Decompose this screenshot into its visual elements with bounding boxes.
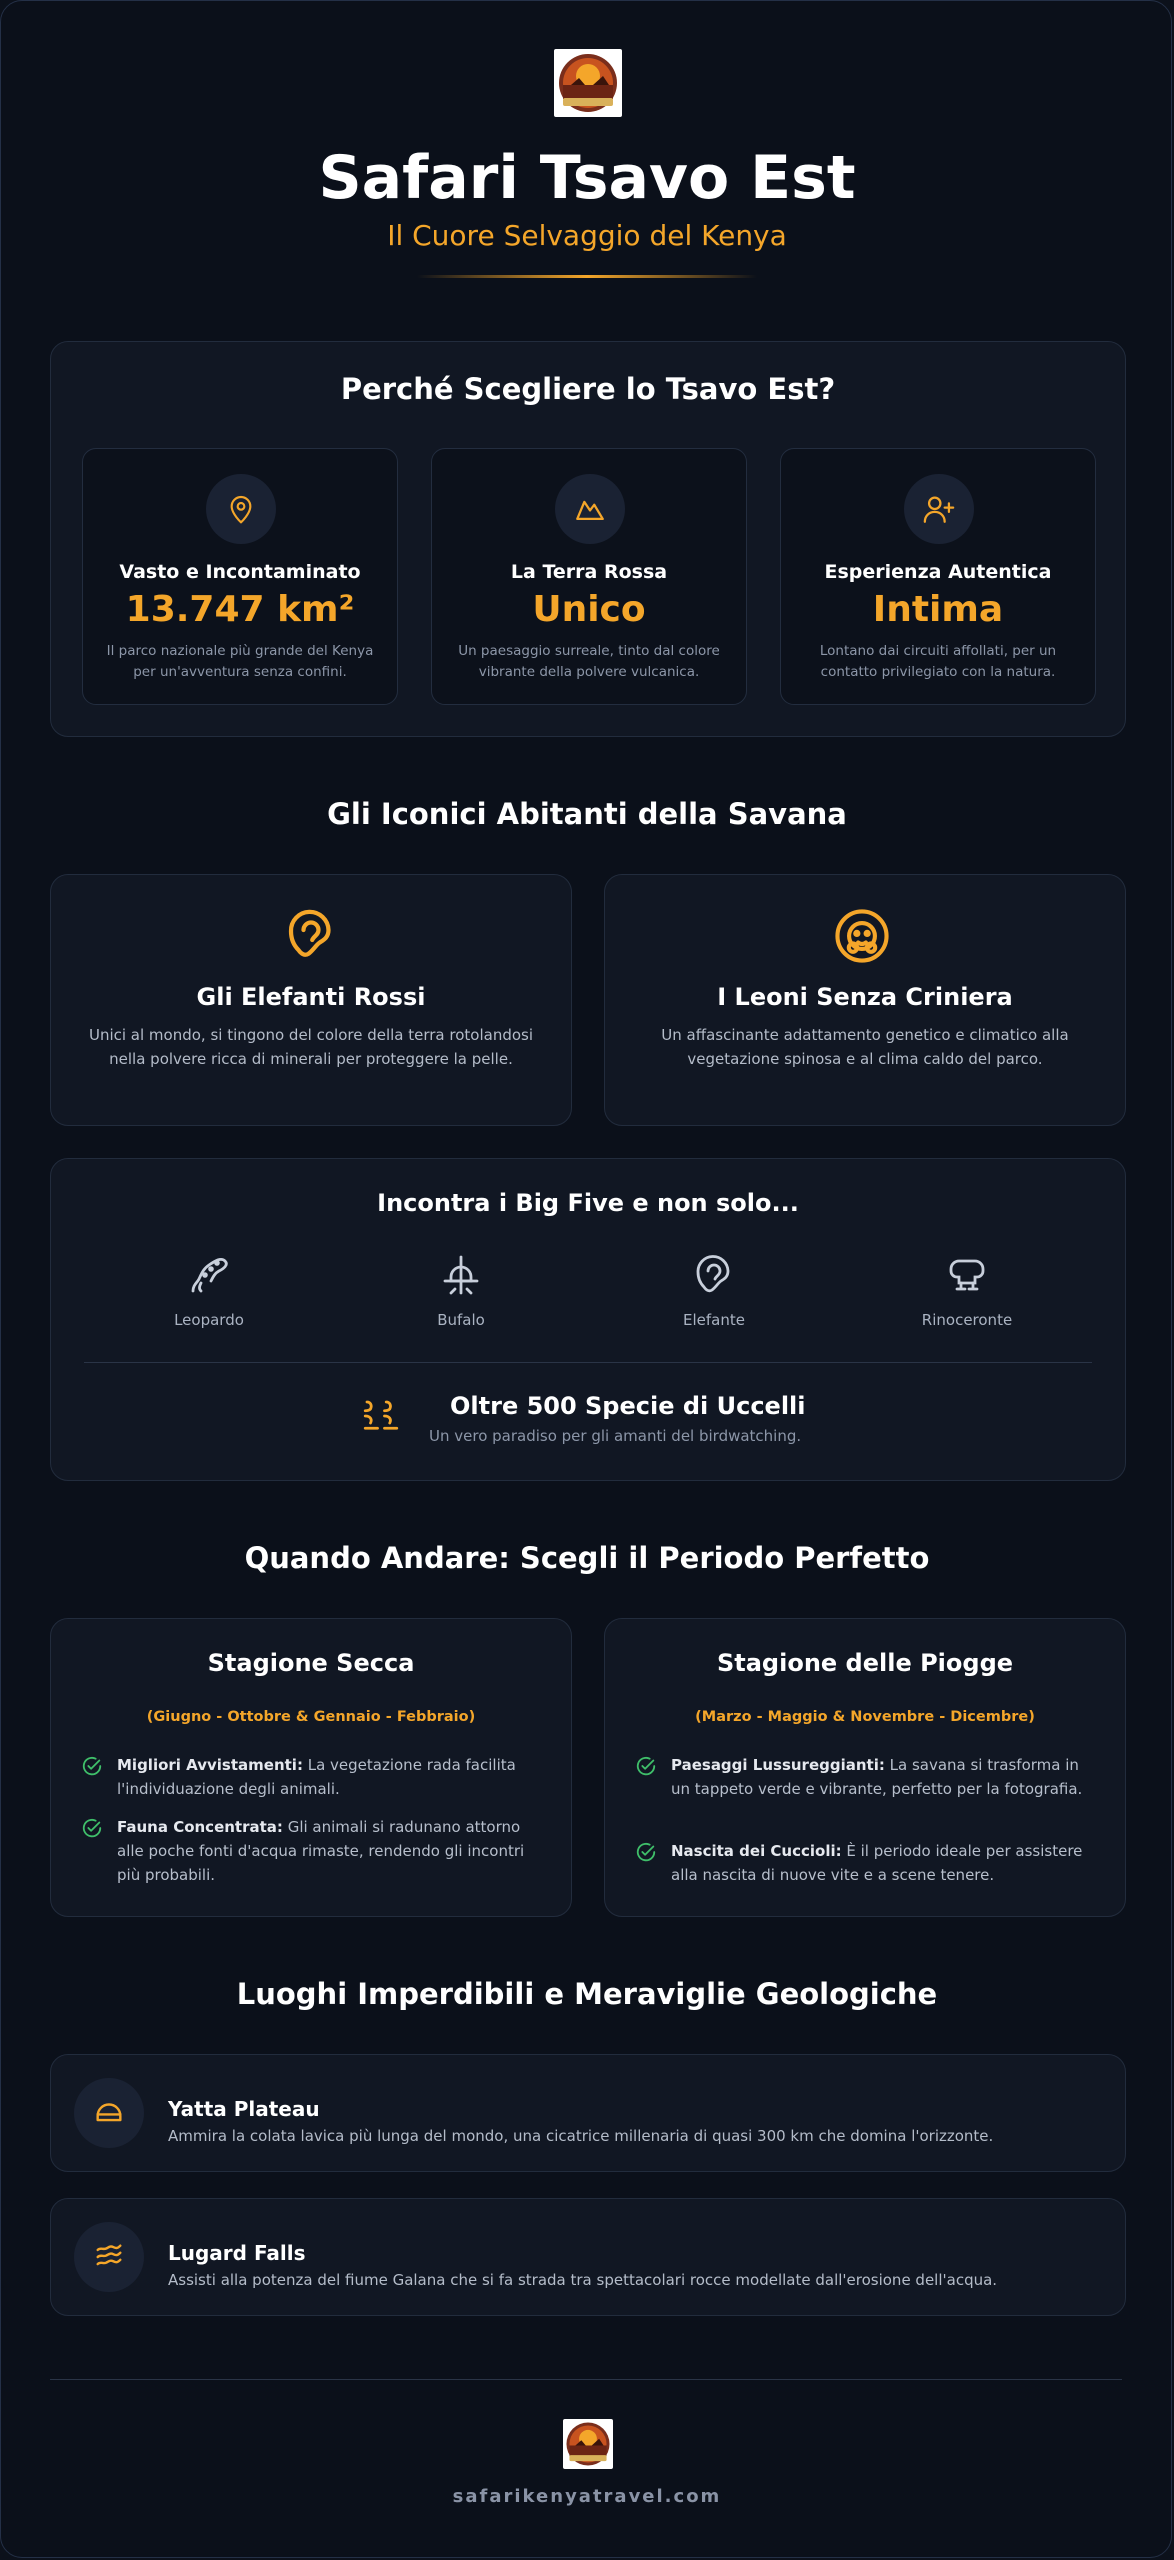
feature-title: Esperienza Autentica [824, 561, 1052, 583]
big-five-section [50, 1158, 1126, 1481]
mountain-icon [555, 474, 625, 544]
page-title: Safari Tsavo Est [318, 143, 856, 213]
birds-title: Oltre 500 Specie di Uccelli [450, 1392, 806, 1420]
waves-icon [74, 2222, 144, 2292]
birds-desc: Un vero paradiso per gli amanti del birdwatching. [429, 1427, 802, 1445]
animal-title: Gli Elefanti Rossi [196, 983, 426, 1011]
animal-card-elephants [50, 874, 572, 1126]
big-five-label: Bufalo [437, 1311, 485, 1329]
feature-card-terrain [431, 448, 747, 705]
check-circle-icon [635, 1841, 657, 1863]
logo-emblem-icon [557, 52, 619, 114]
footer-divider [50, 2379, 1122, 2380]
map-pin-icon [206, 474, 276, 544]
places-title: Luoghi Imperdibili e Meraviglie Geologiche [236, 1977, 938, 2011]
season-bullet: Nascita dei Cuccioli: È il periodo ideale per assistere alla nascita di nuove vite e a scene tenere. [635, 1839, 1097, 1887]
why-title: Perché Scegliere lo Tsavo Est? [340, 372, 836, 406]
season-bullet: Fauna Concentrata: Gli animali si radunano attorno alle poche fonti d'acqua rimaste, rendendo gli incontri più probabili. [81, 1815, 543, 1887]
big-five-label: Leopardo [174, 1311, 244, 1329]
check-circle-icon [81, 1817, 103, 1839]
plateau-icon [74, 2078, 144, 2148]
why-section [50, 341, 1126, 737]
footer-logo [563, 2419, 613, 2469]
feature-card-size [82, 448, 398, 705]
lion-icon [831, 905, 893, 971]
page-subtitle: Il Cuore Selvaggio del Kenya [387, 219, 787, 252]
season-title: Stagione Secca [207, 1649, 415, 1677]
check-circle-icon [81, 1755, 103, 1777]
big-five-divider [84, 1362, 1092, 1363]
check-circle-icon [635, 1755, 657, 1777]
logo [554, 49, 622, 117]
feature-title: Vasto e Incontaminato [119, 561, 361, 583]
ear-icon [276, 905, 346, 969]
feature-title: La Terra Rossa [510, 561, 668, 583]
feature-card-experience [780, 448, 1096, 705]
animal-title: I Leoni Senza Criniera [717, 983, 1013, 1011]
season-range: (Giugno - Ottobre & Gennaio - Febbraio) [146, 1709, 476, 1725]
logo-emblem-icon [565, 2421, 611, 2467]
buffalo-icon [437, 1251, 485, 1299]
user-plus-icon [904, 474, 974, 544]
big-five-label: Elefante [683, 1311, 745, 1329]
season-bullet: Paesaggi Lussureggianti: La savana si trasforma in un tappeto verde e vibrante, perfetto per la fotografia. [635, 1753, 1097, 1801]
rhino-icon [943, 1251, 991, 1299]
animal-desc: Unici al mondo, si tingono del colore della terra rotolandosi nella polvere ricca di minerali per proteggere la pelle. [88, 1026, 534, 1068]
season-range: (Marzo - Maggio & Novembre - Dicembre) [695, 1709, 1035, 1725]
when-title: Quando Andare: Scegli il Periodo Perfetto [244, 1541, 930, 1575]
place-desc: Assisti alla potenza del fiume Galana che si fa strada tra spettacolari rocce modellate dall'erosione dell'acqua. [168, 2271, 998, 2289]
big-five-label: Rinoceronte [921, 1311, 1013, 1329]
season-card-dry [50, 1618, 572, 1917]
season-bullet: Migliori Avvistamenti: La vegetazione rada facilita l'individuazione degli animali. [81, 1753, 543, 1801]
season-card-rainy [604, 1618, 1126, 1917]
feature-value: 13.747 km² [125, 589, 355, 630]
big-five-rhino [867, 1251, 1067, 1329]
title-divider [417, 275, 757, 278]
inhabitants-title: Gli Iconici Abitanti della Savana [327, 797, 847, 831]
feature-desc: Lontano dai circuiti affollati, per un contatto privilegiato con la natura. [819, 643, 1057, 680]
place-desc: Ammira la colata lavica più lunga del mondo, una cicatrice millenaria di quasi 300 km che domina l'orizzonte. [168, 2127, 994, 2145]
birds-icon [360, 1395, 402, 1441]
place-card-lugard [50, 2198, 1126, 2316]
animal-card-lions [604, 874, 1126, 1126]
elephant-icon [690, 1251, 738, 1299]
season-title: Stagione delle Piogge [716, 1649, 1014, 1677]
place-title: Lugard Falls [168, 2241, 306, 2265]
feature-desc: Il parco nazionale più grande del Kenya per un'avventura senza confini. [106, 643, 374, 680]
feature-value: Unico [532, 589, 646, 630]
place-title: Yatta Plateau [168, 2097, 320, 2121]
place-card-yatta [50, 2054, 1126, 2172]
feature-desc: Un paesaggio surreale, tinto dal colore vibrante della polvere vulcanica. [458, 643, 720, 680]
leopard-icon [185, 1251, 233, 1299]
animal-desc: Un affascinante adattamento genetico e climatico alla vegetazione spinosa e al clima caldo del parco. [661, 1026, 1069, 1068]
big-five-buffalo [361, 1251, 561, 1329]
big-five-elephant [614, 1251, 814, 1329]
big-five-leopard [109, 1251, 309, 1329]
big-five-title: Incontra i Big Five e non solo... [377, 1189, 799, 1217]
footer-url[interactable]: safarikenyatravel.com [452, 2486, 722, 2507]
feature-value: Intima [872, 589, 1004, 630]
